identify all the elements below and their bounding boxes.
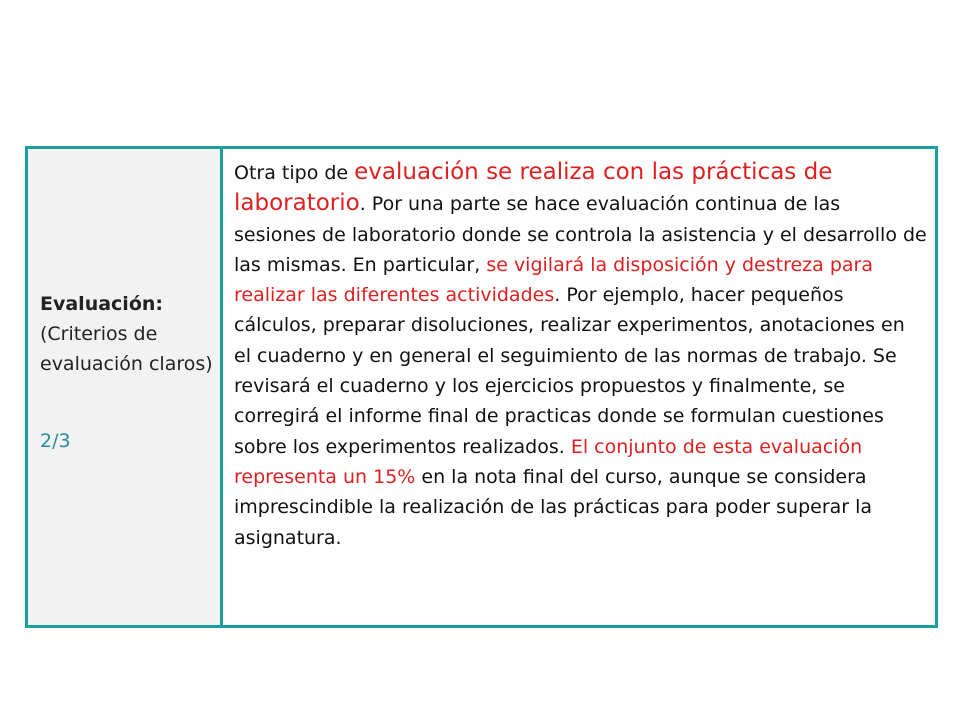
description-text-4: en la nota final del curso, aunque se considera imprescindible la realización de las prácticas para poder superar la asignatura.: [234, 465, 873, 549]
description-highlight-lab-practices: evaluación se realiza con las prácticas de laboratorio: [234, 159, 833, 217]
page-number: 2/3: [40, 430, 71, 452]
description-highlight-skills: se vigilará la disposición y destreza para realizar las diferentes actividades: [234, 253, 873, 307]
criteria-cell: [28, 149, 223, 625]
evaluation-table: [25, 146, 938, 628]
description-text-3: . Por ejemplo, hacer pequeños cálculos, preparar disoluciones, realizar experimentos, anotaciones en el cuaderno y en general el seguimiento de las normas de trabajo. Se revisará el cuaderno y los ejercicios propuestos y finalmente, se corregirá el informe final de practicas donde se formulan cuestiones sobre los experimentos realizados.: [234, 284, 905, 458]
criteria-subtitle: (Criterios de evaluación claros): [40, 323, 213, 375]
criteria-title: Evaluación:: [40, 293, 163, 315]
description-highlight-percentage: El conjunto de esta evaluación representa un 15%: [234, 435, 863, 488]
description-text-2: . Por una parte se hace evaluación continua de las sesiones de laboratorio donde se controla la asistencia y el desarrollo de las mismas. En particular,: [234, 193, 927, 276]
description-cell: [223, 149, 935, 625]
description-text-1: Otra tipo de: [234, 162, 355, 184]
